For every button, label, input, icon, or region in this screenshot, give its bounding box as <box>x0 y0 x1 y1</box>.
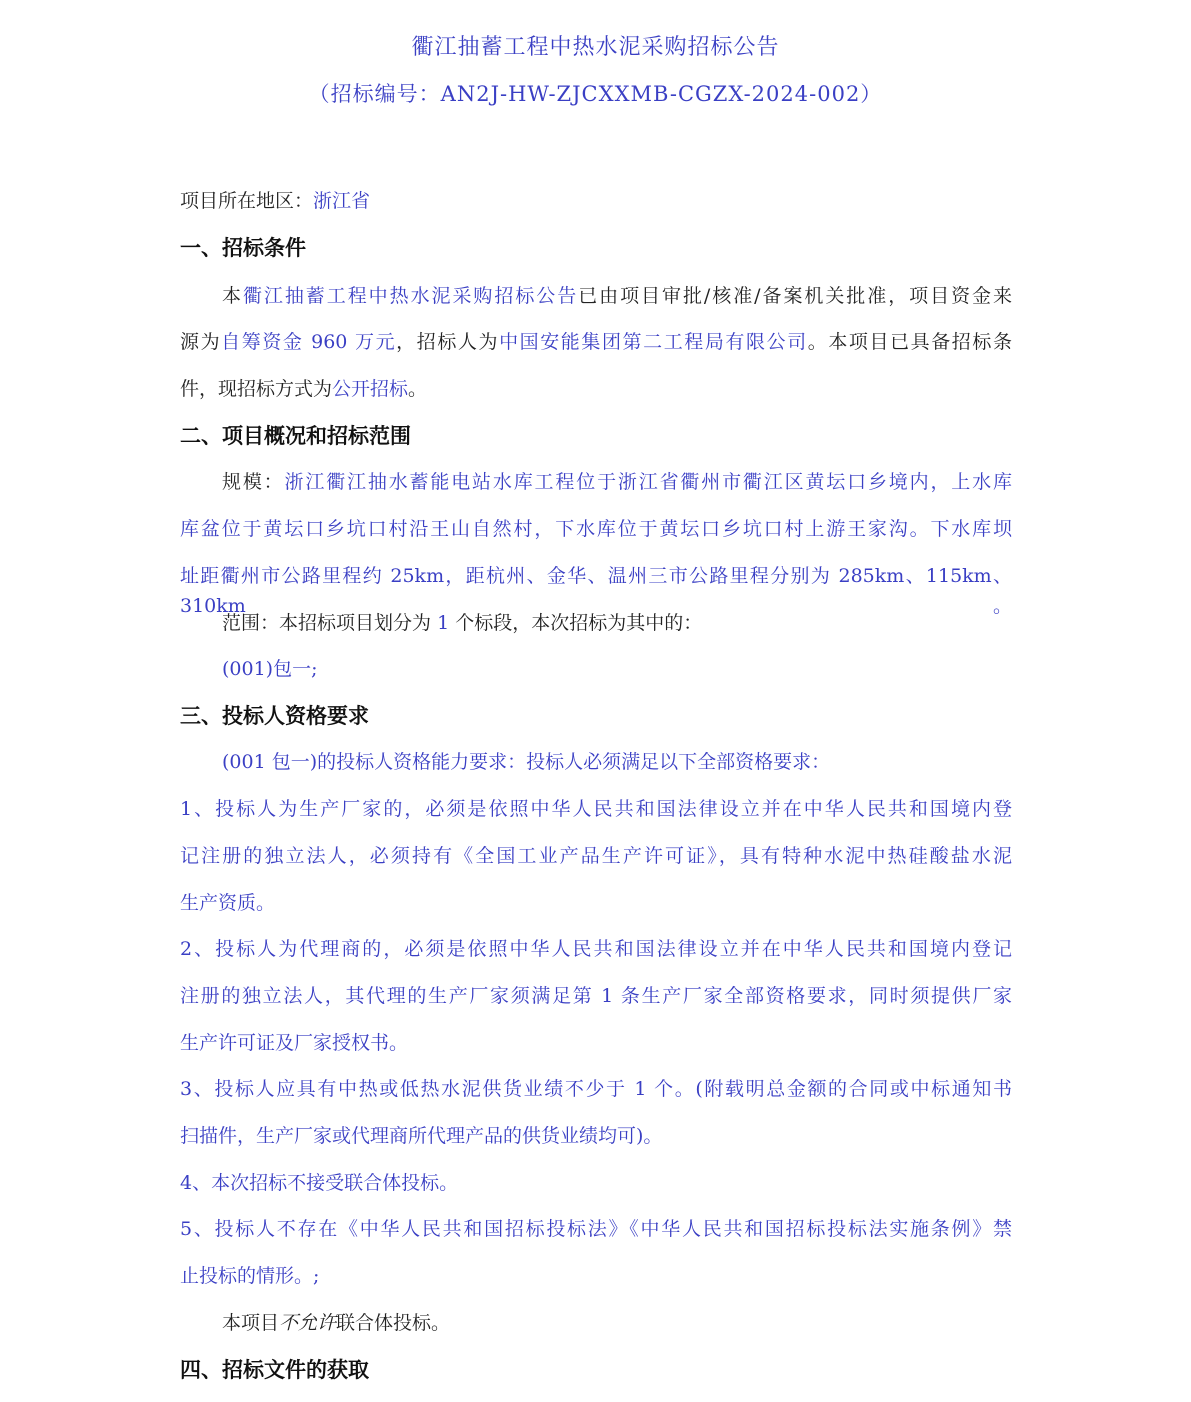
scope-line <box>222 608 1012 638</box>
text-span: 。本项目已具备招标条 <box>807 331 1012 353</box>
scale-line3: 址距衢州市公路里程约 25km，距杭州、金华、温州三市公路里程分别为 285km、115km、310km。 <box>180 565 1012 617</box>
req5-line2: 止投标的情形。; <box>180 1265 320 1287</box>
scale-text: 浙江衢江抽水蓄能电站水库工程位于浙江省衢州市衢江区黄坛口乡境内，上水库 <box>284 471 1012 493</box>
req1-line2: 记注册的独立法人，必须持有《全国工业产品生产许可证》，具有特种水泥中热硅酸盐水泥 <box>180 845 1012 867</box>
req2-line1: 2、投标人为代理商的，必须是依照中华人民共和国法律设立并在中华人民共和国境内登记 <box>180 938 1012 960</box>
req1-line3: 生产资质。 <box>180 892 276 914</box>
text-span: 联合体投标。 <box>336 1312 451 1334</box>
text-span: 个标段，本次招标为其中的： <box>455 612 703 634</box>
text-span: 。 <box>408 378 428 400</box>
lot-line: (001)包一; <box>222 658 318 680</box>
req2-line2: 注册的独立法人，其代理的生产厂家须满足第 1 条生产厂家全部资格要求，同时须提供厂家 <box>180 985 1012 1007</box>
tender-code: （招标编号：AN2J-HW-ZJCXXMB-CGZX-2024-002） <box>308 82 883 106</box>
fund-source: 自筹资金 960 万元 <box>221 331 397 353</box>
joint-bid-line <box>222 1308 1012 1338</box>
tender-method: 公开招标 <box>332 378 409 400</box>
document-title: 衢江抽蓄工程中热水泥采购招标公告 <box>411 35 780 60</box>
req4-line: 4、本次招标不接受联合体投标。 <box>180 1172 459 1194</box>
text-span: 范围：本招标项目划分为 <box>222 612 432 634</box>
scale-label: 规模： <box>222 471 285 493</box>
scale-line2: 库盆位于黄坛口乡坑口村沿王山自然村，下水库位于黄坛口乡坑口村上游王家沟。下水库坝 <box>180 518 1012 540</box>
joint-bid-flag: 不允许 <box>279 1312 337 1334</box>
section1-line1 <box>222 281 1012 311</box>
section2-heading: 二、项目概况和招标范围 <box>180 423 411 448</box>
region-value: 浙江省 <box>313 190 371 212</box>
region-label: 项目所在地区： <box>180 190 314 212</box>
section4-heading: 四、招标文件的获取 <box>180 1357 369 1382</box>
text-span: 本项目 <box>222 1312 280 1334</box>
tenderer-name: 中国安能集团第二工程局有限公司 <box>499 331 808 353</box>
project-name: 衢江抽蓄工程中热水泥采购招标公告 <box>242 285 579 307</box>
text-span: 源为 <box>180 331 222 353</box>
text-span: 本 <box>222 285 243 307</box>
text-span: ，招标人为 <box>396 331 500 353</box>
req3-line1: 3、投标人应具有中热或低热水泥供货业绩不少于 1 个。(附载明总金额的合同或中标通知书 <box>180 1078 1012 1100</box>
section1-line2 <box>180 327 1012 357</box>
scale-line1 <box>222 467 1012 497</box>
section1-line3 <box>180 374 1012 404</box>
region-line <box>180 186 1012 216</box>
req3-line2: 扫描件，生产厂家或代理商所代理产品的供货业绩均可)。 <box>180 1125 663 1147</box>
lot-count: 1 <box>437 612 450 634</box>
section1-heading: 一、招标条件 <box>180 235 306 260</box>
text-span: 件，现招标方式为 <box>180 378 333 400</box>
text-span: 已由项目审批/核准/备案机关批准，项目资金来 <box>578 285 1012 307</box>
section3-heading: 三、投标人资格要求 <box>180 703 369 728</box>
req5-line1: 5、投标人不存在《中华人民共和国招标投标法》《中华人民共和国招标投标法实施条例》禁 <box>180 1218 1012 1240</box>
req2-line3: 生产许可证及厂家授权书。 <box>180 1032 409 1054</box>
req1-line1: 1、投标人为生产厂家的，必须是依照中华人民共和国法律设立并在中华人民共和国境内登 <box>180 798 1012 820</box>
qualification-intro: (001 包一)的投标人资格能力要求：投标人必须满足以下全部资格要求： <box>222 751 831 773</box>
